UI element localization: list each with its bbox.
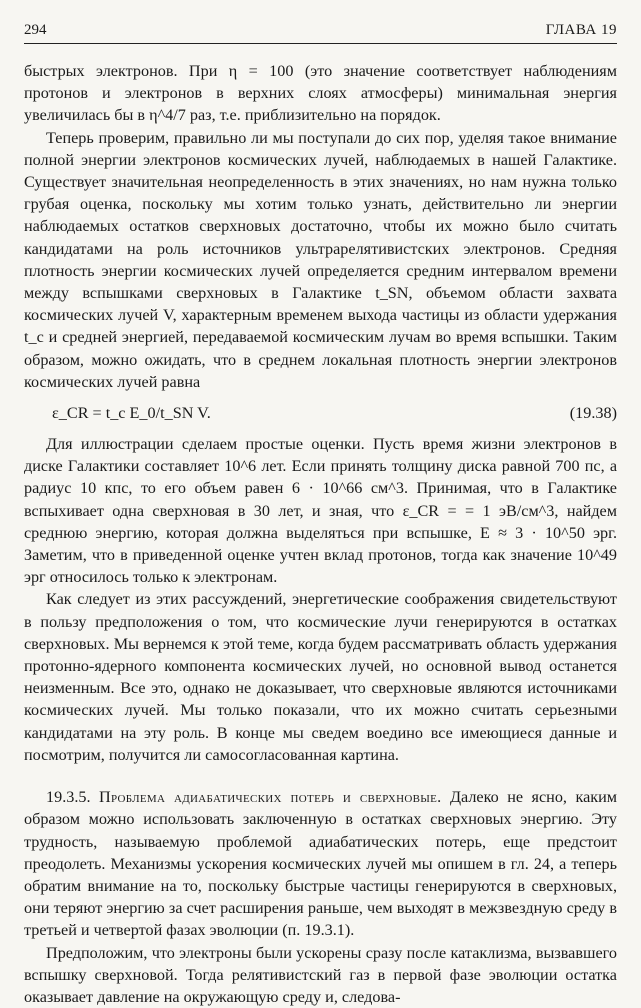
chapter-title: ГЛАВА 19 <box>545 22 617 38</box>
section-19-3-5 <box>24 786 617 941</box>
equation-19-38 <box>24 402 617 424</box>
paragraph-final: Предположим, что электроны были ускорены сразу после катаклизма, вызвавшего вспышку сверхновой. Тогда релятивистский газ в первой фазе эволюции остатка оказывает давление на окружающую среду и, следова- <box>24 943 617 1006</box>
paragraph-2: Теперь проверим, правильно ли мы поступали до сих пор, уделяя такое внимание полной энергии электронов космических лучей, наблюдаемых в нашей Галактике. Существует значительная неопределенность в этих значениях, но нам нужна только грубая оценка, поскольку мы хотим только узнать, действительно ли энергии наблюдаемых остатков сверхновых достаточно, чтобы их можно было считать кандидатами на роль источников ультрарелятивистских электронов. Средняя плотность энергии космических лучей определяется средним интервалом времени между вспышками сверхновых в Галактике t_SN, объемом области захвата космических лучей V, характерным временем выхода частицы из области удержания t_c и средней энергией, передаваемой космическим лучам во время вспышки. Таким образом, можно ожидать, что в среднем локальная плотность энергии электронов космических лучей равна <box>24 128 617 391</box>
section-title: Проблема адиабатических потерь и сверхновые. <box>99 788 442 807</box>
running-header <box>24 22 617 40</box>
paragraph-4: Как следует из этих рассуждений, энергетические соображения свидетельствуют в пользу предположения о том, что космические лучи генерируются в остатках сверхновых. Мы вернемся к этой теме, когда будем рассматривать область удержания протонно-ядерного компонента космических лучей, но основной вывод останется неизменным. Все это, однако не доказывает, что сверхновые являются источниками космических лучей. Мы только показали, что их можно считать серьезными кандидатами на эту роль. В конце мы сведем воедино все имеющиеся данные и посмотрим, получится ли самосогласованная картина. <box>24 590 617 764</box>
equation-formula: ε_CR = t_c E_0/t_SN V. <box>52 404 211 423</box>
paragraph-3: Для иллюстрации сделаем простые оценки. Пусть время жизни электронов в диске Галактики составляет 10^6 лет. Если принять толщину диска равной 700 пс, а радиус 10 кпс, то его объем равен 6 · 10^66 см^3. Принимая, что в Галактике вспыхивает одна сверхновая в 30 лет, и зная, что ε_CR = = 1 эВ/см^3, найдем среднюю энергию, которая должна выделяться при вспышке, E ≈ 3 · 10^50 эрг. Заметим, что в приведенной оценке учтен вклад протонов, тогда как значение 10^49 эрг относилось только к электронам. <box>24 435 617 587</box>
header-rule <box>24 43 617 44</box>
paragraph-1: быстрых электронов. При η = 100 (это значение соответствует наблюдениям протонов и электронов в верхних слоях атмосферы) минимальная энергия увеличилась бы в η^4/7 раз, т.е. приблизительно на порядок. <box>24 62 617 125</box>
equation-number: (19.38) <box>569 404 617 423</box>
section-number: 19.3.5. <box>46 788 91 807</box>
section-text: Далеко не ясно, каким образом можно использовать заключенную в остатках сверхновых энергию. Эту трудность, называемую проблемой адиабатических потерь, еще предстоит преодолеть. Механизмы ускорения космических лучей мы опишем в гл. 24, а теперь обратим внимание на то, поскольку быстрые частицы генерируются в сверхновых, они теряют энергию за счет расширения раньше, чем выходят в межзвездную среду в третьей и четвертой фазах эволюции (п. 19.3.1). <box>24 788 618 940</box>
page-body <box>24 60 617 1008</box>
page-number: 294 <box>24 22 47 38</box>
